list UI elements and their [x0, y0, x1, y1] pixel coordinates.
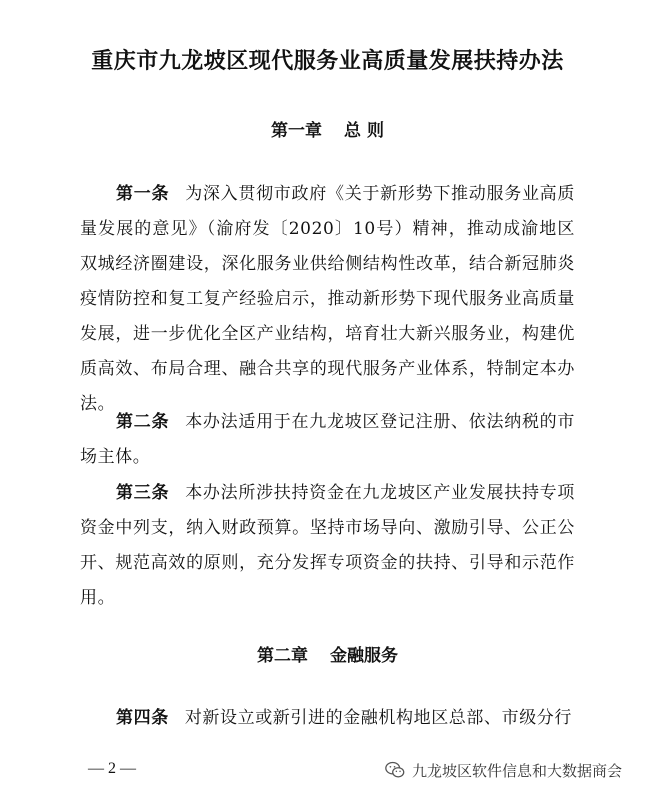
article-4-text: 对新设立或新引进的金融机构地区总部、市级分行: [184, 708, 573, 728]
wechat-icon: [384, 759, 406, 781]
article-1-text: 为深入贯彻市政府《关于新形势下推动服务业高质量发展的意见》（渝府发〔2020〕10号）精神，推动成渝地区双城经济圈建设，深化服务业供给侧结构性改革，结合新冠肺炎疫情防控和复工复产经验启示，推动新形势下现代服务业高质量发展，进一步优化全区产业结构，培育壮大新兴服务业，构建优质高效、布局合理、融合共享的现代服务产业体系，特制定本办法。: [80, 184, 575, 414]
article-2-text: 本办法适用于在九龙坡区登记注册、依法纳税的市场主体。: [80, 412, 575, 467]
chapter-1-name: 总 则: [344, 121, 384, 141]
chapter-2-name: 金融服务: [330, 646, 398, 666]
chapter-2-heading: [0, 641, 655, 666]
article-3: [80, 476, 575, 616]
chapter-1-number: 第一章: [271, 121, 323, 141]
article-2-label: 第二条: [116, 412, 170, 432]
watermark-text: 九龙坡区软件信息和大数据商会: [412, 761, 623, 780]
chapter-1-heading: [0, 116, 655, 141]
document-title: 重庆市九龙坡区现代服务业高质量发展扶持办法: [91, 48, 564, 74]
article-4: [80, 701, 575, 736]
article-1-label: 第一条: [116, 184, 170, 204]
account-watermark: [384, 758, 622, 782]
article-1: [80, 177, 575, 422]
article-2: [80, 405, 575, 475]
article-3-label: 第三条: [116, 483, 170, 503]
article-4-label: 第四条: [116, 708, 169, 728]
chapter-2-number: 第二章: [257, 646, 308, 666]
page-number: — 2 —: [88, 760, 136, 777]
article-3-text: 本办法所涉扶持资金在九龙坡区产业发展扶持专项资金中列支，纳入财政预算。坚持市场导向、激励引导、公正公开、规范高效的原则，充分发挥专项资金的扶持、引导和示范作用。: [80, 483, 575, 608]
